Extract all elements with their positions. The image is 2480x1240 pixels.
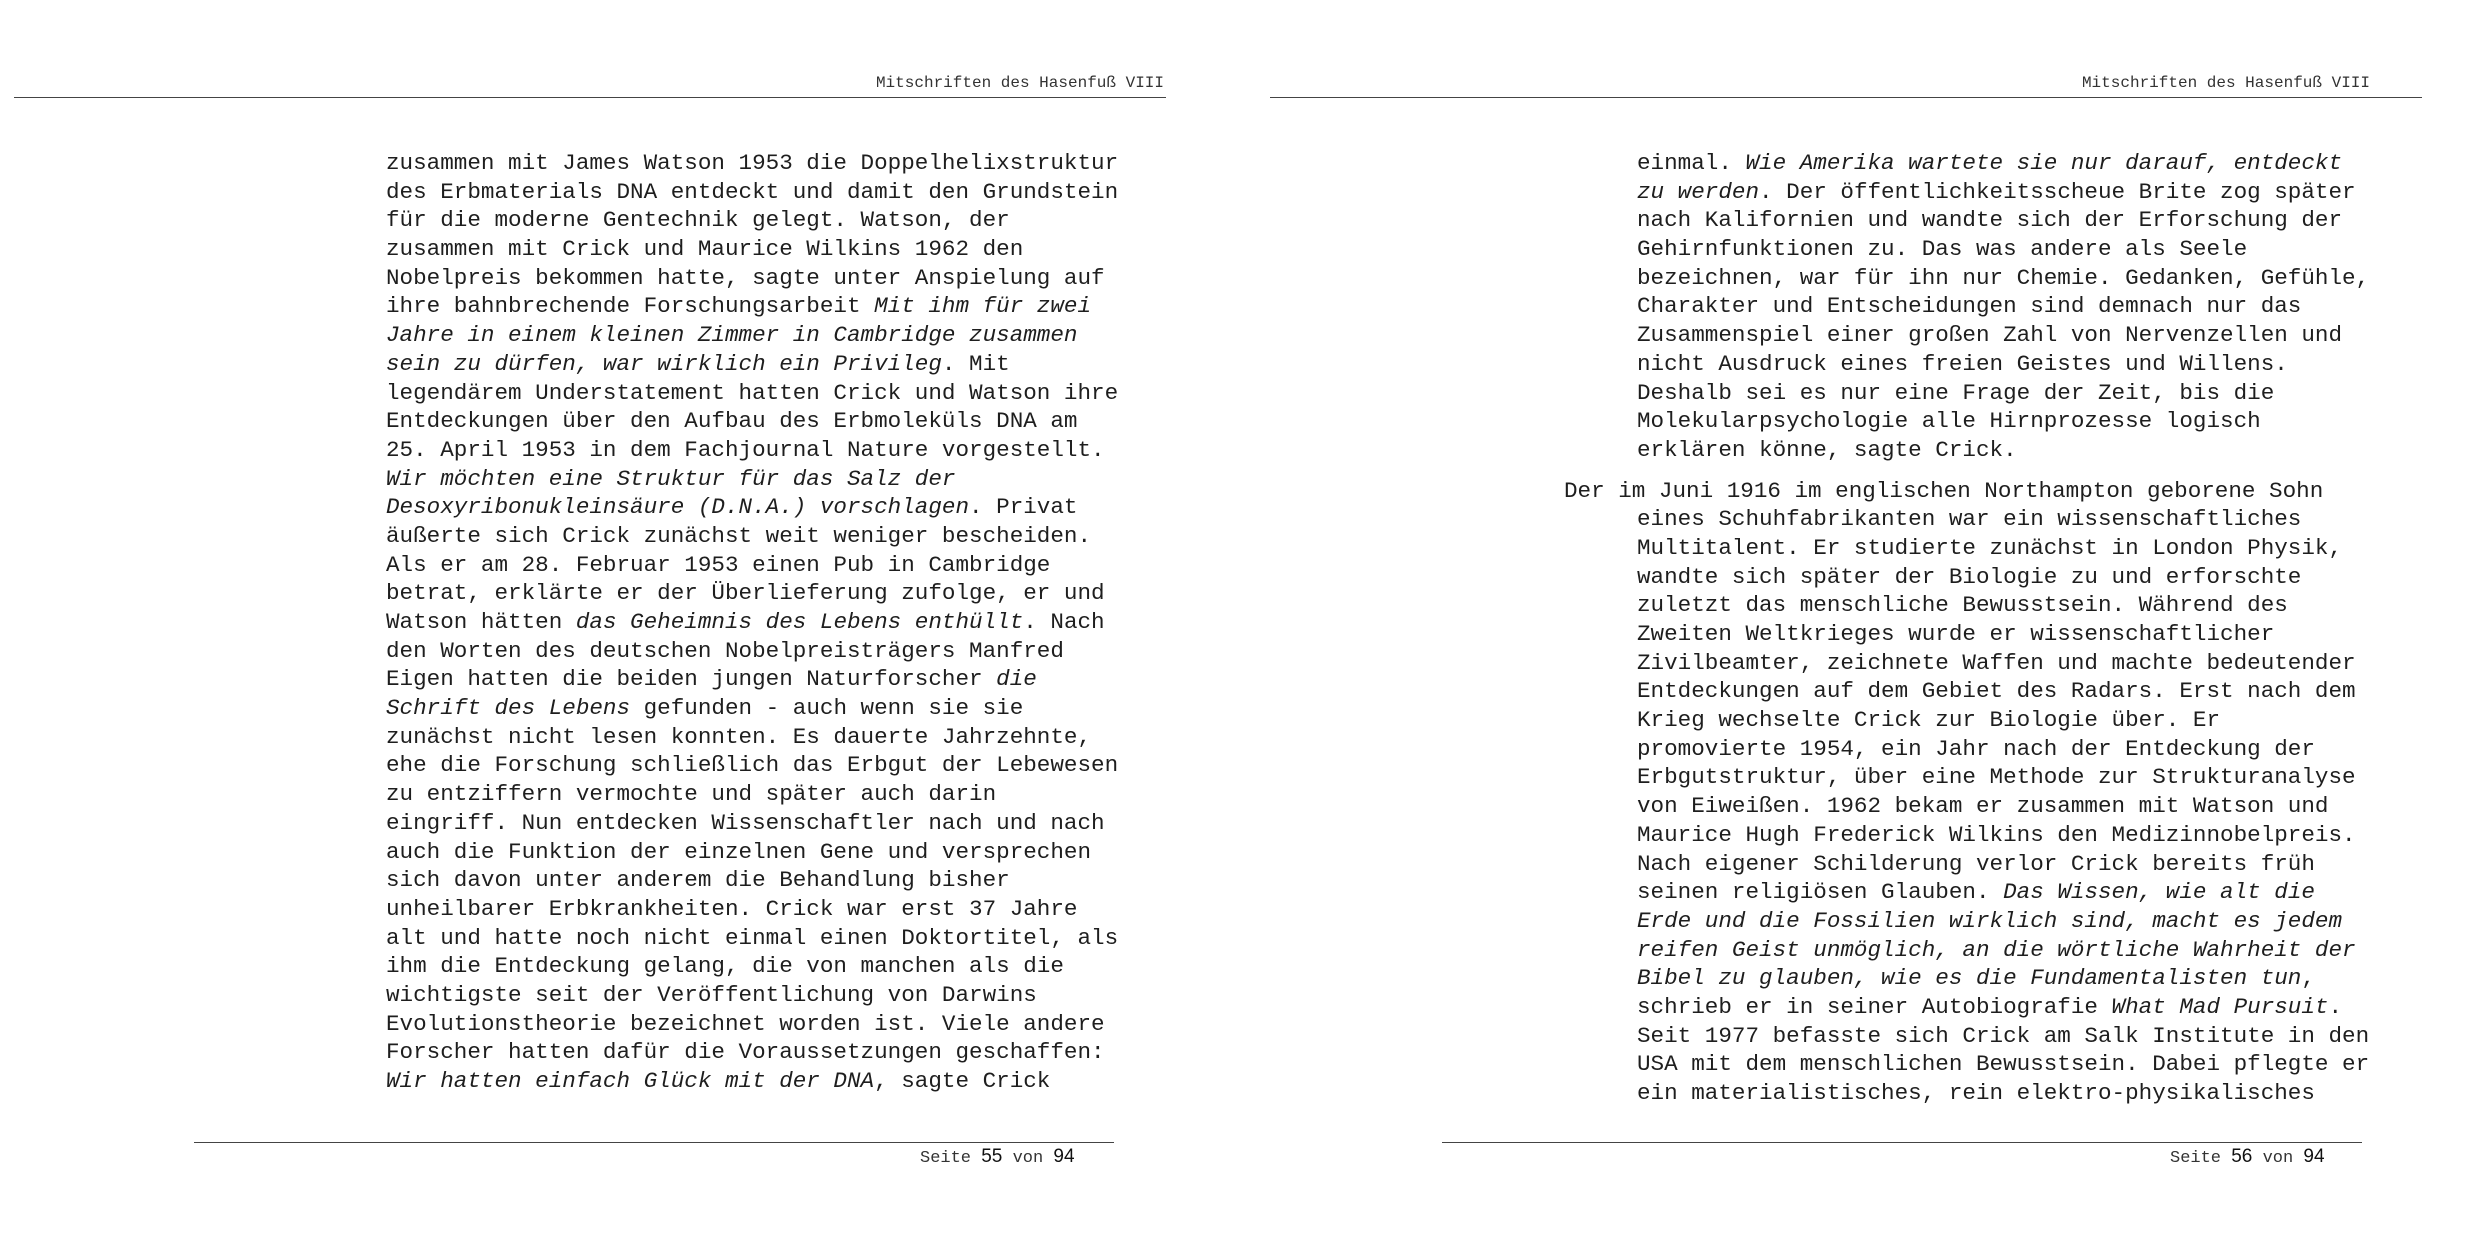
text-line: von Eiweißen. 1962 bekam er zusammen mit Watson und <box>1637 793 2329 820</box>
text-line: Gehirnfunktionen zu. Das was andere als Seele <box>1637 236 2248 263</box>
text-line: promovierte 1954, ein Jahr nach der Entdeckung der <box>1637 735 2315 762</box>
text-line: Zweiten Weltkrieges wurde er wissenschaftlicher <box>1637 621 2275 647</box>
text-line: Forscher hatten dafür die Voraussetzungen geschaffen: <box>386 1039 1105 1066</box>
text-line: 25. April 1953 in dem Fachjournal Nature vorgestellt. <box>386 436 1105 463</box>
body-text <box>1564 149 2370 1108</box>
text-line: ihm die Entdeckung gelang, die von manchen als die <box>386 953 1064 980</box>
text-line: zu entziffern vermochte und später auch darin <box>386 781 997 808</box>
text-line: eines Schuhfabrikanten war ein wissenschaftliches <box>1637 506 2302 533</box>
text-line: ehe die Forschung schließlich das Erbgut der Lebewesen <box>386 752 1119 779</box>
text-line: Jahre in einem kleinen Zimmer in Cambridge zusammen <box>386 322 1078 349</box>
text-line: sich davon unter anderem die Behandlung bisher <box>386 867 1010 894</box>
text-line: Entdeckungen auf dem Gebiet des Radars. Erst nach dem <box>1637 678 2356 705</box>
text-line: den Worten des deutschen Nobelpreisträgers Manfred <box>386 637 1064 664</box>
footer-rule <box>1442 1142 2362 1143</box>
text-line: einmal. Wie Amerika wartete sie nur darauf, entdeckt <box>1637 150 2343 176</box>
text-line: zusammen mit James Watson 1953 die Doppelhelixstruktur <box>386 150 1119 176</box>
text-line: schrieb er in seiner Autobiografie What Mad Pursuit. <box>1637 993 2343 1020</box>
right-page <box>1240 0 2480 1240</box>
text-line: Wir möchten eine Struktur für das Salz der <box>386 465 956 492</box>
text-line: Watson hätten das Geheimnis des Lebens enthüllt. Nach <box>386 609 1105 635</box>
page-footer <box>920 1146 1075 1168</box>
text-line: Charakter und Entscheidungen sind demnach nur das <box>1637 293 2302 320</box>
text-line: Zusammenspiel einer großen Zahl von Nervenzellen und <box>1637 322 2343 349</box>
text-line: nach Kalifornien und wandte sich der Erforschung der <box>1637 207 2343 234</box>
text-line: bezeichnen, war für ihn nur Chemie. Gedanken, Gefühle, <box>1637 264 2370 291</box>
text-line: Molekularpsychologie alle Hirnprozesse logisch <box>1637 408 2261 435</box>
paragraph <box>1564 477 2369 1108</box>
header-rule <box>1270 97 2422 98</box>
body-text <box>386 149 1118 1096</box>
text-line: Krieg wechselte Crick zur Biologie über. Er <box>1637 707 2221 734</box>
text-line: Der im Juni 1916 im englischen Northampton geborene Sohn <box>1564 477 2324 504</box>
text-line: Zivilbeamter, zeichnete Waffen und machte bedeutender <box>1637 649 2356 676</box>
page-number: 55 <box>981 1146 1003 1167</box>
page-number: 56 <box>2231 1146 2253 1167</box>
text-line: Erbgutstruktur, über eine Methode zur Strukturanalyse <box>1637 764 2356 791</box>
text-line: sein zu dürfen, war wirklich ein Privileg. Mit <box>386 350 1010 377</box>
text-line: des Erbmaterials DNA entdeckt und damit den Grundstein <box>386 178 1119 205</box>
footer-word-of: von <box>2262 1149 2294 1168</box>
text-line: Evolutionstheorie bezeichnet worden ist. Viele andere <box>386 1010 1105 1037</box>
text-line: Erde und die Fossilien wirklich sind, macht es jedem <box>1637 907 2343 934</box>
text-line: Eigen hatten die beiden jungen Naturforscher die <box>386 666 1037 693</box>
footer-word-of: von <box>1012 1149 1044 1168</box>
text-line: Multitalent. Er studierte zunächst in London Physik, <box>1637 534 2343 561</box>
text-line: wichtigste seit der Veröffentlichung von Darwins <box>386 981 1037 1008</box>
page-total: 94 <box>2303 1146 2325 1167</box>
text-line: Deshalb sei es nur eine Frage der Zeit, bis die <box>1637 379 2275 406</box>
text-line: legendärem Understatement hatten Crick und Watson ihre <box>386 379 1119 406</box>
text-line: seinen religiösen Glauben. Das Wissen, wie alt die <box>1637 879 2315 906</box>
text-line: zusammen mit Crick und Maurice Wilkins 1962 den <box>386 236 1024 263</box>
text-line: äußerte sich Crick zunächst weit weniger bescheiden. <box>386 522 1092 549</box>
footer-rule <box>194 1142 1114 1143</box>
footer-word-page: Seite <box>920 1149 972 1168</box>
page-footer <box>2170 1146 2325 1168</box>
text-line: Schrift des Lebens gefunden - auch wenn sie sie <box>386 695 1024 722</box>
header-rule <box>14 97 1166 98</box>
text-line: Entdeckungen über den Aufbau des Erbmoleküls DNA am <box>386 408 1078 435</box>
text-line: auch die Funktion der einzelnen Gene und versprechen <box>386 838 1092 865</box>
text-line: betrat, erklärte er der Überlieferung zufolge, er und <box>386 580 1105 607</box>
text-line: wandte sich später der Biologie zu und erforschte <box>1637 563 2302 590</box>
text-line: für die moderne Gentechnik gelegt. Watson, der <box>386 207 1010 234</box>
text-line: zu werden. Der öffentlichkeitsscheue Brite zog später <box>1637 178 2356 205</box>
text-line: Als er am 28. Februar 1953 einen Pub in Cambridge <box>386 551 1051 578</box>
paragraph-gap <box>1637 465 2369 477</box>
text-line: Desoxyribonukleinsäure (D.N.A.) vorschlagen. Privat <box>386 494 1078 521</box>
running-head: Mitschriften des Hasenfuß VIII <box>2081 74 2370 92</box>
text-line: ihre bahnbrechende Forschungsarbeit Mit ihm für zwei <box>386 293 1092 320</box>
text-line: Maurice Hugh Frederick Wilkins den Medizinnobelpreis. <box>1637 821 2356 848</box>
page-total: 94 <box>1053 1146 1075 1167</box>
text-line: USA mit dem menschlichen Bewusstsein. Dabei pflegte er <box>1637 1051 2370 1078</box>
text-line: Nach eigener Schilderung verlor Crick bereits früh <box>1637 850 2315 877</box>
text-line: nicht Ausdruck eines freien Geistes und Willens. <box>1637 350 2288 377</box>
running-head: Mitschriften des Hasenfuß VIII <box>875 74 1164 92</box>
text-line: ein materialistisches, rein elektro-physikalisches <box>1637 1080 2315 1106</box>
text-line: eingriff. Nun entdecken Wissenschaftler nach und nach <box>386 809 1105 836</box>
text-line: erklären könne, sagte Crick. <box>1637 436 2017 463</box>
text-line: zuletzt das menschliche Bewusstsein. Während des <box>1637 592 2288 619</box>
text-line: alt und hatte noch nicht einmal einen Doktortitel, als <box>386 924 1119 951</box>
text-line: zunächst nicht lesen konnten. Es dauerte Jahrzehnte, <box>386 723 1092 750</box>
text-line: Bibel zu glauben, wie es die Fundamentalisten tun, <box>1637 965 2315 992</box>
text-line: Nobelpreis bekommen hatte, sagte unter Anspielung auf <box>386 264 1105 291</box>
text-line: reifen Geist unmöglich, an die wörtliche Wahrheit der <box>1637 936 2356 963</box>
text-line: unheilbarer Erbkrankheiten. Crick war erst 37 Jahre <box>386 895 1078 922</box>
footer-word-page: Seite <box>2170 1149 2222 1168</box>
text-line: Wir hatten einfach Glück mit der DNA, sagte Crick <box>386 1068 1051 1094</box>
text-line: Seit 1977 befasste sich Crick am Salk Institute in den <box>1637 1022 2370 1049</box>
